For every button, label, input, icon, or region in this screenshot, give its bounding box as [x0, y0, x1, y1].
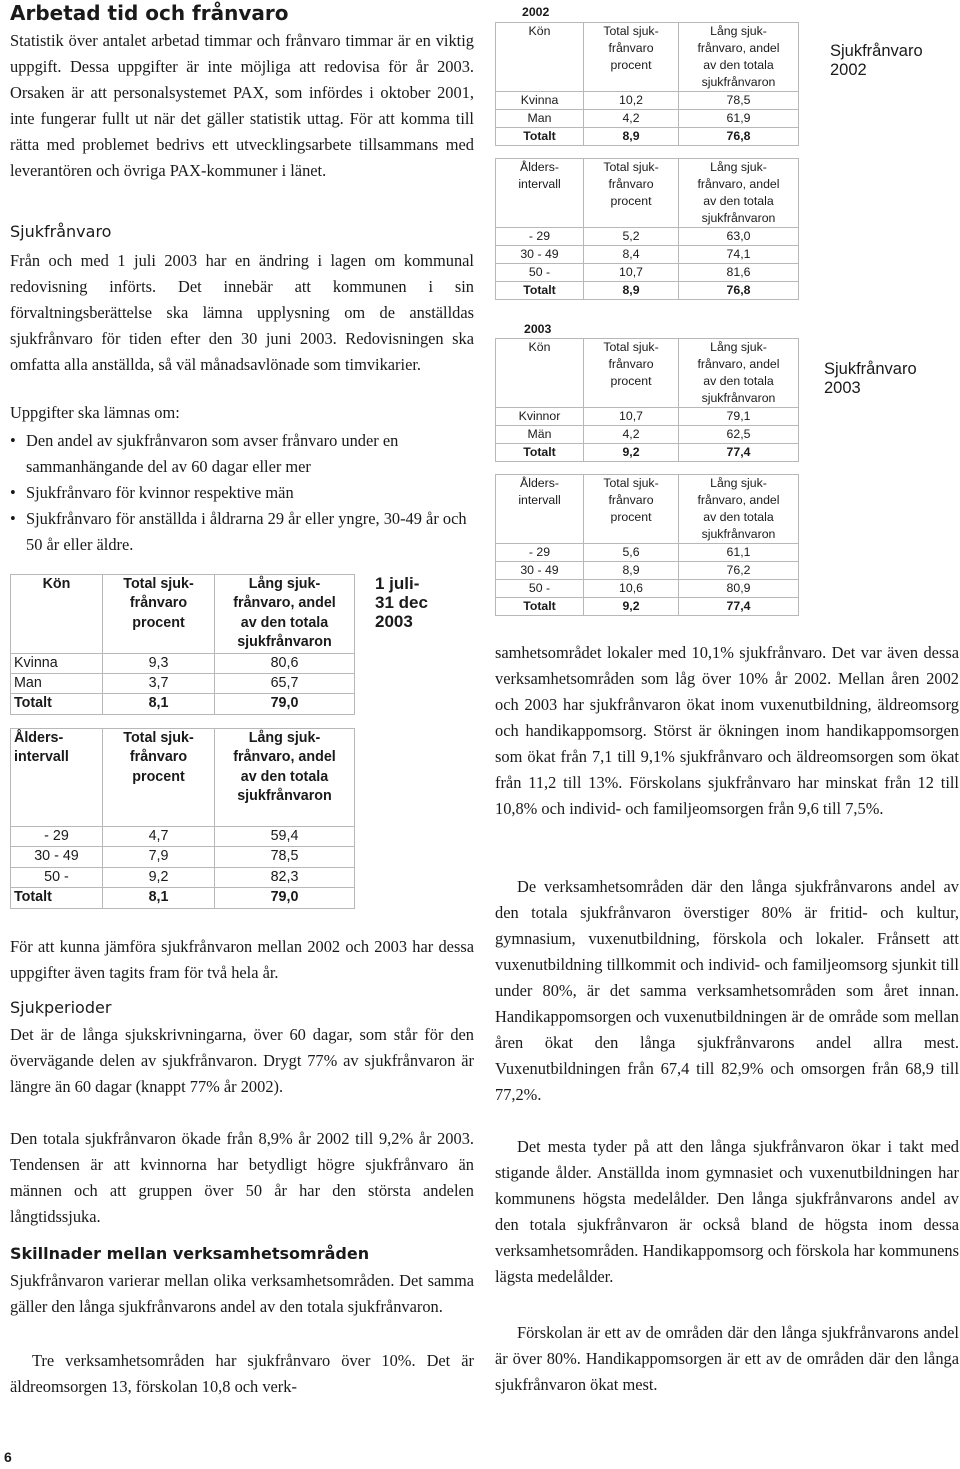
table-row: Kvinna 10,2 78,5	[496, 92, 799, 110]
half-year-label: 1 juli- 31 dec 2003	[375, 574, 428, 631]
table-row: 30 - 49 8,4 74,1	[496, 246, 799, 264]
table-row: 50 - 9,2 82,3	[11, 867, 355, 887]
sick-periods-heading: Sjukperioder	[10, 998, 112, 1017]
sick-periods-paragraph-1: Det är de långa sjukskrivningarna, över 60 dagar, som står för den övervägande delen av sjukfrånvaron. Drygt 77% av sjukfrånvaron är längre än 60 dagar (knappt 77% år 2002).	[10, 1025, 474, 1096]
table-row: Kvinna 9,3 80,6	[11, 653, 355, 673]
table-row: Totalt 9,2 77,4	[496, 444, 799, 462]
sick-leave-2003-label: Sjukfrånvaro 2003	[824, 360, 917, 397]
list-item: • Den andel av sjukfrånvaron som avser frånvaro under en sammanhängande del av 60 dagar eller mer	[10, 431, 399, 476]
table-2003-gender: Kön Total sjuk- frånvaro procent Lång sjuk- frånvaro, andel av den totala sjukfrånvaron Kvinnor 10,7 79,1 Män 4,2 62,5 Totalt 9,2 77,4	[495, 338, 799, 462]
table-row: Totalt 8,9 76,8	[496, 128, 799, 146]
list-item: • Sjukfrånvaro för anställda i åldrarna 29 år eller yngre, 30-49 år och 50 år eller äldre.	[10, 509, 467, 554]
differences-paragraph-2: Tre verksamhetsområden har sjukfrånvaro över 10%. Det är äldreomsorgen 13, förskolan 10,8 och verk-	[10, 1351, 474, 1396]
list-intro: Uppgifter ska lämnas om:	[10, 403, 180, 422]
table-row: - 29 5,6 61,1	[496, 544, 799, 562]
right-paragraph-3: Det mesta tyder på att den långa sjukfrånvaron ökar i takt med stigande ålder. Anställda inom gymnasiet och vuxenutbildningen har kommunens högsta medelålder. Den långa sjukfrånvarons andel av den totala sjukfrånvaron är också bland de högsta inom dessa verksamhetsområden. Handikappomsorg och förskola har kommunens lägsta medelålder.	[495, 1137, 959, 1286]
table-2002-age: Ålders- intervall Total sjuk- frånvaro procent Lång sjuk- frånvaro, andel av den totala sjukfrånvaron - 29 5,2 63,0 30 - 49 8,4 74,1 50 - 10,7 81,6 Totalt 8,9 76,8	[495, 158, 799, 300]
page-title: Arbetad tid och frånvaro	[10, 1, 289, 25]
right-paragraph-1: samhetsområdet lokaler med 10,1% sjukfrånvaro. Det var även dessa verksamhetsområden som låg över 10% år 2002. Mellan åren 2002 och 2003 har sjukfrånvaron ökat inom vuxenutbildning, äldreomsorg och handikappomsorg. Störst är ökningen inom handikappomsorgen som ökat från 7,1 till 9,1% sjukfrånvaro och äldreomsorgen som ökat från 11,2 till 13%. Förskolans sjukfrånvaro har minskat från 12 till 10,8% och individ- och familjeomsorgen från 9,6 till 7,5%.	[495, 643, 959, 818]
table-row: Män 4,2 62,5	[496, 426, 799, 444]
table-half-year-age: Ålders- intervall Total sjuk- frånvaro procent Lång sjuk- frånvaro, andel av den totala sjukfrånvaron - 29 4,7 59,4 30 - 49 7,9 78,5 50 - 9,2 82,3 Totalt 8,1 79,0	[10, 728, 355, 909]
table-row: Totalt 8,1 79,0	[11, 694, 355, 714]
table-row: Totalt 9,2 77,4	[496, 598, 799, 616]
table-row: Totalt 8,1 79,0	[11, 888, 355, 908]
requirements-list	[10, 428, 474, 558]
sick-leave-2002-label: Sjukfrånvaro 2002	[830, 42, 923, 79]
table-2002-label: 2002	[522, 5, 550, 19]
table-row: 30 - 49 7,9 78,5	[11, 847, 355, 867]
page-number: 6	[4, 1449, 12, 1465]
sick-leave-heading: Sjukfrånvaro	[10, 222, 112, 241]
compare-paragraph: För att kunna jämföra sjukfrånvaron mellan 2002 och 2003 har dessa uppgifter även tagits fram för två hela år.	[10, 937, 474, 982]
table-2003-label: 2003	[524, 322, 552, 336]
table-row: 50 - 10,7 81,6	[496, 264, 799, 282]
right-paragraph-4: Förskolan är ett av de områden där den långa sjukfrånvarons andel är över 80%. Handikappomsorgen är ett av de områden där den långa sjukfrånvaron ökat mest.	[495, 1323, 959, 1394]
differences-heading: Skillnader mellan verksamhetsområden	[10, 1244, 370, 1263]
right-paragraph-2: De verksamhetsområden där den långa sjukfrånvarons andel av den totala sjukfrånvaron överstiger 80% är fritid- och kultur, gymnasium, vuxenutbildning, förskola och lokaler. Frånsett att vuxenutbildning tillkommit och individ- och familjeomsorg sjunkit till under 80%, är det samma verksamhetsområden som året innan. Handikappomsorgen och vuxenutbildningen är de område som mellan åren ökat den långa sjukfrånvarons andel allra mest. Vuxenutbildningen från 67,4 till 82,9% och omsorgen från 68,9 till 77,2%.	[495, 877, 959, 1104]
table-2002-gender: Kön Total sjuk- frånvaro procent Lång sjuk- frånvaro, andel av den totala sjukfrånvaron Kvinna 10,2 78,5 Man 4,2 61,9 Totalt 8,9 76,8	[495, 22, 799, 146]
list-item: • Sjukfrånvaro för kvinnor respektive män	[10, 483, 294, 502]
sick-leave-paragraph: Från och med 1 juli 2003 har en ändring i lagen om kommunal redovisning införts. Det innebär att kommunen i sin förvaltningsberättelse ska lämna upplysning om de anställdas sjukfrånvaro för tiden efter den 30 juni 2003. Redovisningen ska omfatta alla anställda, så väl månadsavlönade som timvikarier.	[10, 251, 474, 374]
table-row: Man 3,7 65,7	[11, 674, 355, 694]
differences-paragraph-1: Sjukfrånvaron varierar mellan olika verksamhetsområden. Det samma gäller den långa sjukfrånvarons andel av den totala sjukfrånvaron.	[10, 1271, 474, 1316]
table-row: Man 4,2 61,9	[496, 110, 799, 128]
table-row: - 29 4,7 59,4	[11, 827, 355, 847]
table-half-year-gender: Kön Total sjuk- frånvaro procent Lång sjuk- frånvaro, andel av den totala sjukfrånvaron Kvinna 9,3 80,6 Man 3,7 65,7 Totalt 8,1 79,0	[10, 574, 355, 715]
table-row: - 29 5,2 63,0	[496, 228, 799, 246]
intro-paragraph: Statistik över antalet arbetad timmar och frånvaro timmar är en viktig uppgift. Dessa uppgifter är inte möjliga att redovisa för år 2003. Orsaken är att personalsystemet PAX, som infördes i oktober 2001, inte fungerar fullt ut när det gäller statistik uttag. För att komma till rätta med problemet bedrivs ett utvecklingsarbete tillsammans med leverantören och övriga PAX-kommuner i länet.	[10, 31, 474, 180]
table-row: Totalt 8,9 76,8	[496, 282, 799, 300]
table-row: 50 - 10,6 80,9	[496, 580, 799, 598]
table-row: 30 - 49 8,9 76,2	[496, 562, 799, 580]
table-row: Kvinnor 10,7 79,1	[496, 408, 799, 426]
table-2003-age: Ålders- intervall Total sjuk- frånvaro procent Lång sjuk- frånvaro, andel av den totala sjukfrånvaron - 29 5,6 61,1 30 - 49 8,9 76,2 50 - 10,6 80,9 Totalt 9,2 77,4	[495, 474, 799, 616]
sick-periods-paragraph-2: Den totala sjukfrånvaron ökade från 8,9% år 2002 till 9,2% år 2003. Tendensen är att kvinnorna har betydligt högre sjukfrånvaro än männen och att gruppen över 50 år har den största andelen långtidssjuka.	[10, 1129, 474, 1226]
